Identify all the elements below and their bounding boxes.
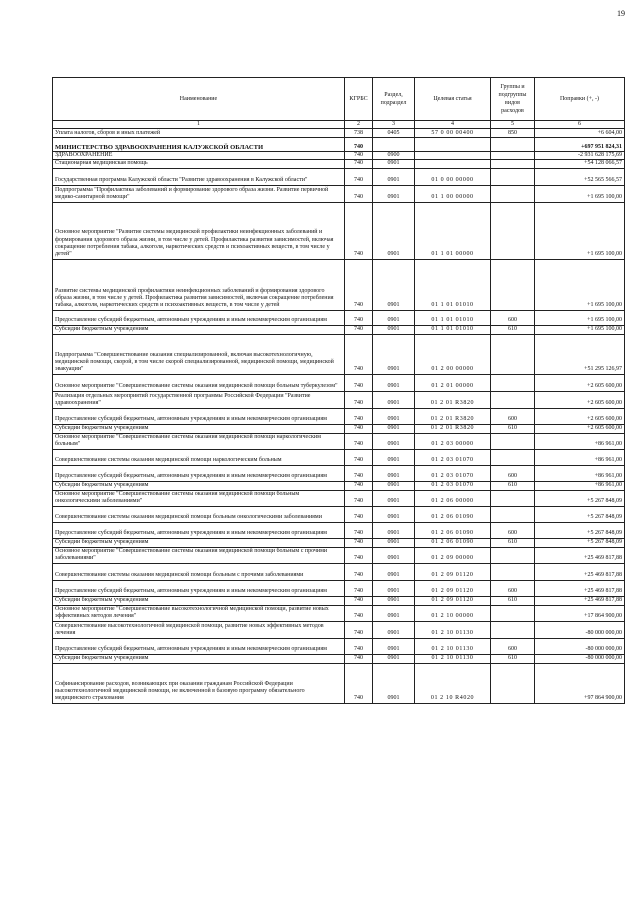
table-row [53,185,625,202]
row-razdel: 0901 [373,185,415,202]
row-target: 01 2 03 00000 [415,433,491,449]
row-razdel: 0901 [373,654,415,663]
row-kgrbs: 740 [345,334,373,374]
table-row [53,638,625,654]
row-group [491,202,535,259]
row-target: 01 2 10 01130 [415,654,491,663]
row-kgrbs: 740 [345,605,373,621]
row-amount: +697 951 824,31 [535,138,625,152]
budget-amendments-table [52,77,625,704]
table-row [53,168,625,185]
row-kgrbs: 740 [345,160,373,168]
row-kgrbs: 740 [345,506,373,522]
row-amount: +25 469 817,88 [535,547,625,563]
row-name: Уплата налогов, сборов и иных платежей [53,129,345,138]
row-name: Основное мероприятие "Совершенствование системы оказания медицинской помощи наркологическим больным" [53,433,345,449]
row-name: Основное мероприятие "Совершенствование системы оказания медицинской помощи больным с прочими заболеваниями" [53,547,345,563]
row-target: 01 2 09 01120 [415,563,491,580]
table-row [53,580,625,596]
row-target: 01 2 06 01090 [415,522,491,538]
row-target: 01 2 06 01090 [415,506,491,522]
table-row [53,654,625,663]
row-amount: +5 267 848,09 [535,506,625,522]
row-name: Предоставление субсидий бюджетным, автономным учреждениям и иным некоммерческим организациям [53,465,345,481]
row-amount: +1 695 100,00 [535,185,625,202]
row-amount: +1 695 100,00 [535,202,625,259]
row-razdel: 0901 [373,538,415,547]
row-kgrbs: 740 [345,580,373,596]
row-kgrbs: 740 [345,325,373,334]
row-target [415,152,491,160]
row-razdel: 0901 [373,596,415,605]
table-row [53,424,625,433]
column-number: 5 [491,121,535,129]
row-amount: +2 605 600,00 [535,391,625,408]
row-kgrbs: 740 [345,522,373,538]
row-target: 01 0 00 00000 [415,168,491,185]
row-target: 01 2 06 01090 [415,538,491,547]
row-group [491,152,535,160]
row-razdel: 0901 [373,449,415,465]
row-razdel: 0901 [373,638,415,654]
row-group: 600 [491,310,535,325]
row-target: 01 1 01 01010 [415,325,491,334]
row-kgrbs: 740 [345,259,373,310]
row-group [491,663,535,703]
row-amount: -2 931 628 175,69 [535,152,625,160]
row-target: 01 2 01 R3820 [415,424,491,433]
table-row [53,152,625,160]
table-row [53,310,625,325]
row-amount: +54 128 066,57 [535,160,625,168]
table-row [53,202,625,259]
row-razdel: 0901 [373,490,415,506]
row-razdel: 0901 [373,374,415,391]
row-kgrbs: 740 [345,185,373,202]
table-row [53,506,625,522]
row-amount: +1 695 100,00 [535,325,625,334]
row-target: 01 2 10 R4020 [415,663,491,703]
row-group [491,490,535,506]
row-name: Основное мероприятие "Совершенствование системы оказания медицинской помощи больным туберкулезом" [53,374,345,391]
row-razdel: 0901 [373,334,415,374]
row-target: 01 1 01 01010 [415,259,491,310]
row-target: 01 2 10 00000 [415,605,491,621]
row-kgrbs: 740 [345,408,373,424]
row-kgrbs: 740 [345,374,373,391]
row-name: Предоставление субсидий бюджетным, автономным учреждениям и иным некоммерческим организациям [53,580,345,596]
row-kgrbs: 740 [345,538,373,547]
row-amount: +5 267 848,09 [535,522,625,538]
row-group: 610 [491,596,535,605]
row-target: 01 1 01 00000 [415,202,491,259]
row-kgrbs: 740 [345,621,373,638]
row-name: Субсидии бюджетным учреждениям [53,538,345,547]
row-kgrbs: 740 [345,547,373,563]
row-group [491,433,535,449]
column-number: 4 [415,121,491,129]
row-target: 01 2 03 01070 [415,465,491,481]
row-name: Основное мероприятие "Развитие системы медицинской профилактики неинфекционных заболеваний и формирования здорового образа жизни, в том числе у детей. Профилактика развития зависимостей, включая сокращение потребления табака, алкоголя, наркотических средств и психоактивных веществ, в том числе у детей" [53,202,345,259]
row-target: 01 1 00 00000 [415,185,491,202]
header-razdel: Раздел, подраздел [373,78,415,121]
row-target: 01 2 09 00000 [415,547,491,563]
row-kgrbs: 740 [345,168,373,185]
row-amount: +86 961,00 [535,465,625,481]
row-razdel: 0901 [373,605,415,621]
row-target: 01 2 10 01130 [415,638,491,654]
row-razdel: 0901 [373,522,415,538]
row-kgrbs: 740 [345,152,373,160]
column-number-row [53,121,625,129]
table-row [53,449,625,465]
row-kgrbs: 740 [345,654,373,663]
row-kgrbs: 740 [345,490,373,506]
row-amount: +17 864 900,00 [535,605,625,621]
header-name: Наименование [53,78,345,121]
row-kgrbs: 740 [345,424,373,433]
row-name: Субсидии бюджетным учреждениям [53,424,345,433]
row-amount: +2 605 600,00 [535,374,625,391]
row-amount: +5 267 848,09 [535,490,625,506]
row-razdel: 0901 [373,391,415,408]
row-amount: +5 267 848,09 [535,538,625,547]
row-amount: +6 604,00 [535,129,625,138]
row-amount: +97 864 900,00 [535,663,625,703]
row-group [491,160,535,168]
column-number: 2 [345,121,373,129]
row-target: 01 2 06 00000 [415,490,491,506]
row-group [491,621,535,638]
ministry-row [53,138,625,152]
row-group [491,185,535,202]
row-amount: +25 469 817,88 [535,580,625,596]
row-group [491,547,535,563]
row-group: 610 [491,481,535,490]
row-razdel: 0901 [373,663,415,703]
row-target [415,160,491,168]
row-name: МИНИСТЕРСТВО ЗДРАВООХРАНЕНИЯ КАЛУЖСКОЙ ОБЛАСТИ [53,138,345,152]
row-group: 600 [491,408,535,424]
row-target: 01 2 01 R3820 [415,408,491,424]
row-group [491,138,535,152]
row-target: 01 2 09 01120 [415,580,491,596]
row-target: 01 2 09 01120 [415,596,491,605]
row-razdel: 0901 [373,310,415,325]
row-razdel: 0901 [373,481,415,490]
row-razdel: 0900 [373,152,415,160]
row-kgrbs: 740 [345,663,373,703]
row-name: Государственная программа Калужской области "Развитие здравоохранения в Калужской области" [53,168,345,185]
table-body [53,129,625,704]
row-name: Совершенствование системы оказания медицинской помощи больным онкологическими заболеваниями [53,506,345,522]
row-target: 01 1 01 01010 [415,310,491,325]
row-razdel: 0901 [373,408,415,424]
row-amount: +25 469 817,88 [535,563,625,580]
row-name: Совершенствование системы оказания медицинской помощи больным с прочими заболеваниями [53,563,345,580]
row-razdel: 0901 [373,202,415,259]
row-target: 01 2 00 00000 [415,334,491,374]
row-name: Субсидии бюджетным учреждениям [53,325,345,334]
table-row [53,408,625,424]
row-amount: -80 000 000,00 [535,638,625,654]
row-kgrbs: 740 [345,202,373,259]
row-name: Основное мероприятие "Совершенствование высокотехнологичной медицинской помощи, развитие новых эффективных методов лечения" [53,605,345,621]
row-group: 600 [491,465,535,481]
row-group [491,449,535,465]
row-target: 57 0 00 00400 [415,129,491,138]
row-amount: -80 000 000,00 [535,654,625,663]
row-amount: +1 695 100,00 [535,310,625,325]
row-name: Совершенствование системы оказания медицинской помощи наркологическим больным [53,449,345,465]
row-name: Предоставление субсидий бюджетным, автономным учреждениям и иным некоммерческим организациям [53,310,345,325]
row-razdel [373,138,415,152]
table-row [53,259,625,310]
row-razdel: 0901 [373,433,415,449]
row-group: 600 [491,638,535,654]
row-kgrbs: 740 [345,449,373,465]
row-group: 610 [491,538,535,547]
row-amount: +51 295 126,97 [535,334,625,374]
row-razdel: 0901 [373,160,415,168]
row-name: Подпрограмма "Совершенствование оказания специализированной, включая высокотехнологичную, медицинской помощи, скорой, в том числе скорой специализированной, медицинской помощи, медицинской эвакуации" [53,334,345,374]
row-name: Подпрограмма "Профилактика заболеваний и формирование здорового образа жизни. Развитие первичной медико-санитарной помощи" [53,185,345,202]
row-razdel: 0901 [373,325,415,334]
row-amount: +52 565 566,57 [535,168,625,185]
row-kgrbs: 740 [345,433,373,449]
row-name: Субсидии бюджетным учреждениям [53,654,345,663]
row-group: 610 [491,325,535,334]
table-row [53,522,625,538]
row-razdel: 0405 [373,129,415,138]
row-name: Субсидии бюджетным учреждениям [53,481,345,490]
row-group [491,391,535,408]
row-razdel: 0901 [373,580,415,596]
row-amount: +25 469 817,88 [535,596,625,605]
row-razdel: 0901 [373,506,415,522]
row-group [491,605,535,621]
table-row [53,596,625,605]
header-kgrbs: КГРБС [345,78,373,121]
row-amount: +1 695 100,00 [535,259,625,310]
row-kgrbs: 740 [345,563,373,580]
row-razdel: 0901 [373,259,415,310]
row-razdel: 0901 [373,465,415,481]
row-kgrbs: 740 [345,596,373,605]
row-group: 610 [491,424,535,433]
table-row [53,129,625,138]
row-razdel: 0901 [373,563,415,580]
column-number: 3 [373,121,415,129]
row-name: Реализация отдельных мероприятий государственной программы Российской Федерации "Развитие здравоохранения" [53,391,345,408]
table-row [53,465,625,481]
row-kgrbs: 740 [345,481,373,490]
row-group [491,334,535,374]
row-kgrbs: 738 [345,129,373,138]
row-group [491,259,535,310]
row-name: ЗДРАВООХРАНЕНИЕ [53,152,345,160]
table-row [53,481,625,490]
header-group: Группы и подгруппы видов расходов [491,78,535,121]
row-name: Предоставление субсидий бюджетным, автономным учреждениям и иным некоммерческим организациям [53,408,345,424]
row-group [491,374,535,391]
row-name: Стационарная медицинская помощь [53,160,345,168]
row-amount: +86 961,00 [535,449,625,465]
page-number: 19 [617,9,625,18]
row-target: 01 2 03 01070 [415,449,491,465]
row-group: 600 [491,522,535,538]
row-name: Совершенствование высокотехнологичной медицинской помощи, развитие новых эффективных методов лечения [53,621,345,638]
row-name: Софинансирование расходов, возникающих при оказании гражданам Российской Федерации высокотехнологичной медицинской помощи, не включенной в базовую программу обязательного медицинского страхования [53,663,345,703]
row-kgrbs: 740 [345,310,373,325]
table-row [53,160,625,168]
row-name: Предоставление субсидий бюджетным, автономным учреждениям и иным некоммерческим организациям [53,638,345,654]
header-target: Целевая статья [415,78,491,121]
table-row [53,538,625,547]
row-group [491,506,535,522]
table-row [53,621,625,638]
row-target: 01 2 03 01070 [415,481,491,490]
row-razdel: 0901 [373,424,415,433]
row-group: 610 [491,654,535,663]
row-group [491,168,535,185]
row-amount: +86 961,00 [535,433,625,449]
table-row [53,605,625,621]
row-kgrbs: 740 [345,391,373,408]
row-target: 01 2 01 00000 [415,374,491,391]
table-row [53,325,625,334]
row-group: 600 [491,580,535,596]
row-name: Субсидии бюджетным учреждениям [53,596,345,605]
table-row [53,547,625,563]
row-kgrbs: 740 [345,638,373,654]
row-razdel: 0901 [373,621,415,638]
row-group: 850 [491,129,535,138]
row-amount: -80 000 000,00 [535,621,625,638]
row-razdel: 0901 [373,168,415,185]
table-row [53,433,625,449]
row-kgrbs: 740 [345,465,373,481]
table-row [53,490,625,506]
table-row [53,374,625,391]
row-group [491,563,535,580]
table-row [53,334,625,374]
row-amount: +2 605 600,00 [535,408,625,424]
row-amount: +86 961,00 [535,481,625,490]
table-row [53,663,625,703]
table-row [53,563,625,580]
row-name: Основное мероприятие "Совершенствование системы оказания медицинской помощи больным онкологическими заболеваниями" [53,490,345,506]
row-target [415,138,491,152]
column-number: 1 [53,121,345,129]
row-target: 01 2 01 R3820 [415,391,491,408]
table-header-row [53,78,625,121]
table-row [53,391,625,408]
row-target: 01 2 10 01130 [415,621,491,638]
row-amount: +2 605 600,00 [535,424,625,433]
row-name: Развитие системы медицинской профилактики неинфекционных заболеваний и формирования здорового образа жизни, в том числе у детей. Профилактика развития зависимостей, включая сокращение потребления табака, алкоголя, наркотических средств и психоактивных веществ, в том числе у детей [53,259,345,310]
row-name: Предоставление субсидий бюджетным, автономным учреждениям и иным некоммерческим организациям [53,522,345,538]
row-kgrbs: 740 [345,138,373,152]
header-amendments: Поправки (+, -) [535,78,625,121]
row-razdel: 0901 [373,547,415,563]
column-number: 6 [535,121,625,129]
